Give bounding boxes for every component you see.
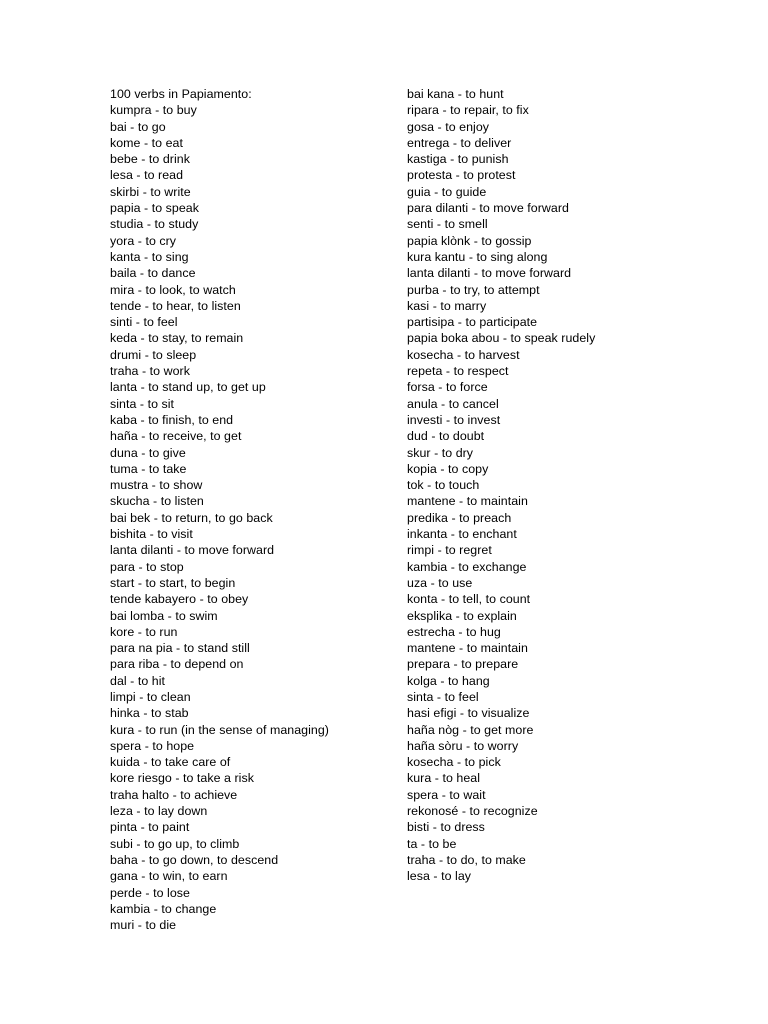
verb-entry: uza - to use [407, 575, 473, 590]
document-heading: 100 verbs in Papiamento: [110, 87, 252, 101]
left-column [110, 86, 395, 933]
verb-entry: bai bek - to return, to go back [110, 510, 273, 525]
verb-entry: eksplika - to explain [407, 608, 517, 623]
verb-entry: kaba - to finish, to end [110, 412, 234, 427]
verb-entry: kambia - to exchange [407, 559, 527, 574]
verb-entry: para - to stop [110, 559, 184, 574]
verb-entry: traha halto - to achieve [110, 787, 238, 802]
verb-entry: rimpi - to regret [407, 543, 492, 558]
right-column [407, 86, 737, 885]
verb-entry: ta - to be [407, 836, 457, 851]
verb-entry: lanta dilanti - to move forward [110, 543, 275, 558]
verb-entry: subi - to go up, to climb [110, 836, 240, 851]
verb-entry: spera - to wait [407, 787, 486, 802]
verb-entry: gosa - to enjoy [407, 119, 490, 134]
verb-entry: duna - to give [110, 445, 186, 460]
verb-entry: limpi - to clean [110, 689, 191, 704]
verb-entry: ripara - to repair, to fix [407, 103, 529, 118]
verb-entry: estrecha - to hug [407, 624, 501, 639]
verb-entry: bai lomba - to swim [110, 608, 218, 623]
verb-entry: protesta - to protest [407, 168, 516, 183]
verb-entry: tende kabayero - to obey [110, 592, 249, 607]
verb-entry: kumpra - to buy [110, 103, 197, 118]
verb-entry: perde - to lose [110, 885, 190, 900]
verb-entry: sinta - to feel [407, 689, 479, 704]
verb-entry: investi - to invest [407, 412, 501, 427]
verb-entry: predika - to preach [407, 510, 512, 525]
verb-entry: kome - to eat [110, 135, 183, 150]
verb-entry: drumi - to sleep [110, 347, 197, 362]
verb-entry: skirbi - to write [110, 184, 191, 199]
verb-entry: spera - to hope [110, 738, 195, 753]
verb-entry: kore riesgo - to take a risk [110, 771, 254, 786]
verb-entry: papia boka abou - to speak rudely [407, 331, 596, 346]
verb-entry: hinka - to stab [110, 706, 189, 721]
verb-entry: traha - to work [110, 364, 190, 379]
verb-entry: mantene - to maintain [407, 641, 528, 656]
verb-entry: kolga - to hang [407, 673, 490, 688]
verb-entry: para dilanti - to move forward [407, 201, 569, 216]
verb-entry: bebe - to drink [110, 152, 190, 167]
verb-entry: kambia - to change [110, 901, 217, 916]
verb-entry: dal - to hit [110, 673, 166, 688]
verb-entry: bisti - to dress [407, 820, 485, 835]
verb-entry: lesa - to read [110, 168, 184, 183]
verb-entry: tende - to hear, to listen [110, 298, 241, 313]
verb-entry: inkanta - to enchant [407, 527, 517, 542]
verb-entry: kanta - to sing [110, 249, 189, 264]
verb-entry: mantene - to maintain [407, 494, 528, 509]
verb-entry: keda - to stay, to remain [110, 331, 244, 346]
verb-entry: purba - to try, to attempt [407, 282, 540, 297]
verb-entry: skucha - to listen [110, 494, 204, 509]
verb-entry: prepara - to prepare [407, 657, 519, 672]
verb-entry: kosecha - to pick [407, 755, 501, 770]
verb-entry: konta - to tell, to count [407, 592, 531, 607]
verb-entry: studia - to study [110, 217, 199, 232]
verb-entry: baila - to dance [110, 266, 196, 281]
verb-entry: lesa - to lay [407, 869, 472, 884]
verb-entry: tuma - to take [110, 461, 187, 476]
verb-entry: leza - to lay down [110, 804, 208, 819]
verb-entry: kura kantu - to sing along [407, 249, 548, 264]
verb-entry: skur - to dry [407, 445, 474, 460]
verb-entry: forsa - to force [407, 380, 488, 395]
verb-entry: pinta - to paint [110, 820, 190, 835]
verb-entry: haña - to receive, to get [110, 429, 242, 444]
verb-entry: kuida - to take care of [110, 755, 231, 770]
verb-entry: sinti - to feel [110, 315, 178, 330]
verb-entry: partisipa - to participate [407, 315, 538, 330]
verb-entry: papia klònk - to gossip [407, 233, 532, 248]
verb-entry: kopia - to copy [407, 461, 489, 476]
verb-entry: senti - to smell [407, 217, 488, 232]
verb-entry: kura - to heal [407, 771, 481, 786]
verb-entry: rekonosé - to recognize [407, 804, 538, 819]
verb-entry: papia - to speak [110, 201, 199, 216]
verb-entry: bishita - to visit [110, 527, 193, 542]
verb-entry: kosecha - to harvest [407, 347, 520, 362]
verb-entry: kore - to run [110, 624, 178, 639]
verb-entry: repeta - to respect [407, 364, 509, 379]
verb-entry: traha - to do, to make [407, 852, 526, 867]
verb-entry: anula - to cancel [407, 396, 499, 411]
verb-entry: kura - to run (in the sense of managing) [110, 722, 329, 737]
verb-entry: tok - to touch [407, 478, 480, 493]
verb-entry: yora - to cry [110, 233, 177, 248]
verb-entry: muri - to die [110, 918, 177, 933]
verb-entry: dud - to doubt [407, 429, 485, 444]
verb-entry: lanta dilanti - to move forward [407, 266, 572, 281]
verb-entry: haña nòg - to get more [407, 722, 534, 737]
verb-entry: hasi efigi - to visualize [407, 706, 530, 721]
verb-entry: mustra - to show [110, 478, 203, 493]
verb-entry: lanta - to stand up, to get up [110, 380, 266, 395]
verb-entry: para na pia - to stand still [110, 641, 250, 656]
verb-entry: mira - to look, to watch [110, 282, 236, 297]
verb-entry: guia - to guide [407, 184, 487, 199]
verb-entry: sinta - to sit [110, 396, 175, 411]
verb-entry: haña sòru - to worry [407, 738, 519, 753]
verb-entry: bai kana - to hunt [407, 87, 504, 101]
verb-entry: kastiga - to punish [407, 152, 509, 167]
verb-entry: kasi - to marry [407, 298, 487, 313]
verb-entry: entrega - to deliver [407, 135, 512, 150]
verb-entry: baha - to go down, to descend [110, 852, 279, 867]
verb-entry: para riba - to depend on [110, 657, 244, 672]
verb-entry: start - to start, to begin [110, 575, 236, 590]
verb-entry: bai - to go [110, 119, 166, 134]
verb-entry: gana - to win, to earn [110, 869, 228, 884]
